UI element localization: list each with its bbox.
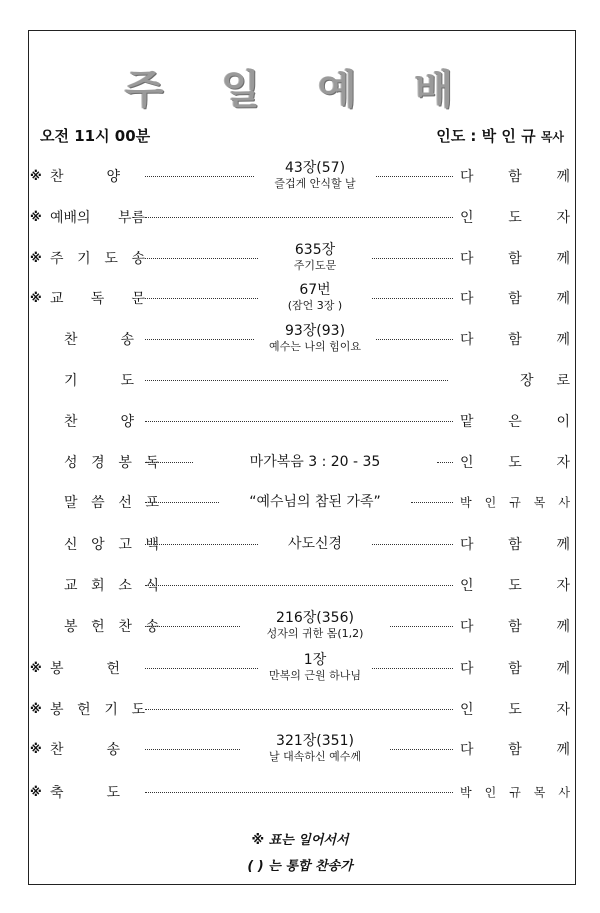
item-leader: 다 함 께 [460, 332, 570, 348]
worship-item [30, 565, 570, 605]
service-leader-title: 목사 [540, 130, 564, 144]
dotted-leader [145, 421, 453, 422]
standing-mark: ※ [30, 702, 42, 716]
item-main-text: “예수님의 참된 가족” [249, 494, 381, 510]
item-label: 신 앙 고 백 [64, 537, 159, 553]
worship-item [30, 648, 570, 688]
worship-item [30, 606, 570, 646]
worship-item [30, 442, 570, 482]
service-time: 오전 11시 00분 [40, 127, 151, 145]
item-sub-text: 주기도문 [293, 259, 337, 272]
item-main-text: 67번 [299, 282, 331, 298]
item-label: 찬 송 [64, 332, 134, 348]
item-leader: 인 도 자 [460, 702, 570, 718]
standing-mark: ※ [30, 251, 42, 265]
item-leader: 다 함 께 [460, 291, 570, 307]
item-sub-text: 만복의 근원 하나님 [268, 669, 361, 682]
item-label: 찬 양 [50, 169, 120, 185]
page-title: 주 일 예 배 [124, 67, 476, 113]
item-detail [180, 494, 450, 510]
worship-item [30, 197, 570, 237]
item-leader: 박 인 규 목 사 [460, 495, 570, 510]
item-leader: 다 함 께 [460, 169, 570, 185]
item-label: 찬 양 [64, 414, 134, 430]
worship-item [30, 238, 570, 278]
item-sub-text: (잠언 3장 ) [287, 299, 343, 312]
item-leader: 다 함 께 [460, 619, 570, 635]
item-detail [180, 733, 450, 765]
item-label: 성 경 봉 독 [64, 455, 159, 471]
item-detail [180, 323, 450, 355]
item-detail [180, 282, 450, 314]
item-leader: 인 도 자 [460, 210, 570, 226]
item-sub-text: 즐겁게 안식할 날 [274, 177, 356, 190]
worship-item [30, 729, 570, 769]
item-label: 봉 헌 기 도 [50, 702, 145, 718]
item-detail [180, 242, 450, 274]
item-detail [180, 160, 450, 192]
standing-mark: ※ [30, 661, 42, 675]
item-leader: 박 인 규 목 사 [460, 785, 570, 800]
item-leader: 인 도 자 [460, 578, 570, 594]
standing-mark: ※ [30, 169, 42, 183]
item-label: 기 도 [64, 373, 134, 389]
worship-item [30, 156, 570, 196]
item-leader: 다 함 께 [460, 537, 570, 553]
service-leader [436, 125, 564, 146]
worship-item [30, 401, 570, 441]
item-leader: 맡 은 이 [460, 414, 570, 430]
item-main-text: 43장(57) [284, 160, 346, 176]
item-detail [180, 610, 450, 642]
item-main-text: 321장(351) [276, 733, 354, 749]
footer-note-standing: ※ 표는 일어서서 [251, 833, 349, 848]
dotted-leader [145, 380, 448, 381]
worship-item [30, 360, 570, 400]
worship-item [30, 319, 570, 359]
worship-item [30, 482, 570, 522]
item-label: 말 씀 선 포 [64, 495, 159, 511]
item-sub-text: 날 대속하신 예수께 [268, 750, 361, 763]
item-main-text: 635장 [294, 242, 336, 258]
standing-mark: ※ [30, 742, 42, 756]
item-sub-text: 예수는 나의 힘이요 [268, 340, 361, 353]
dotted-leader [145, 585, 453, 586]
item-label: 찬 송 [50, 742, 120, 758]
worship-item [30, 524, 570, 564]
item-label: 교 독 문 [50, 291, 145, 307]
item-sub-text: 성자의 귀한 몸(1,2) [266, 627, 364, 640]
standing-mark: ※ [30, 210, 42, 224]
item-leader: 다 함 께 [460, 742, 570, 758]
item-leader: 인 도 자 [460, 455, 570, 471]
standing-mark: ※ [30, 785, 42, 799]
service-leader-name: 인도 : 박 인 규 [436, 127, 536, 145]
worship-item [30, 772, 570, 812]
item-label: 봉 헌 [50, 661, 120, 677]
item-leader: 다 함 께 [460, 661, 570, 677]
worship-item [30, 278, 570, 318]
item-label: 봉 헌 찬 송 [64, 619, 159, 635]
dotted-leader [145, 217, 453, 218]
dotted-leader [145, 792, 453, 793]
item-detail [180, 454, 450, 470]
item-detail [180, 652, 450, 684]
item-main-text: 사도신경 [287, 536, 343, 552]
item-label: 축 도 [50, 785, 120, 801]
item-main-text: 216장(356) [276, 610, 354, 626]
footer-note-hymnal: ( ) 는 통합 찬송가 [247, 859, 353, 874]
item-main-text: 1장 [303, 652, 327, 668]
item-label: 예배의 부름 [50, 210, 145, 226]
dotted-leader [145, 709, 453, 710]
item-leader: 장 로 [520, 373, 570, 389]
item-detail [180, 536, 450, 552]
item-main-text: 마가복음 3 : 20 - 35 [249, 454, 381, 470]
item-label: 주 기 도 송 [50, 251, 145, 267]
worship-item [30, 689, 570, 729]
standing-mark: ※ [30, 291, 42, 305]
item-leader: 다 함 께 [460, 251, 570, 267]
item-label: 교 회 소 식 [64, 578, 159, 594]
item-main-text: 93장(93) [284, 323, 346, 339]
